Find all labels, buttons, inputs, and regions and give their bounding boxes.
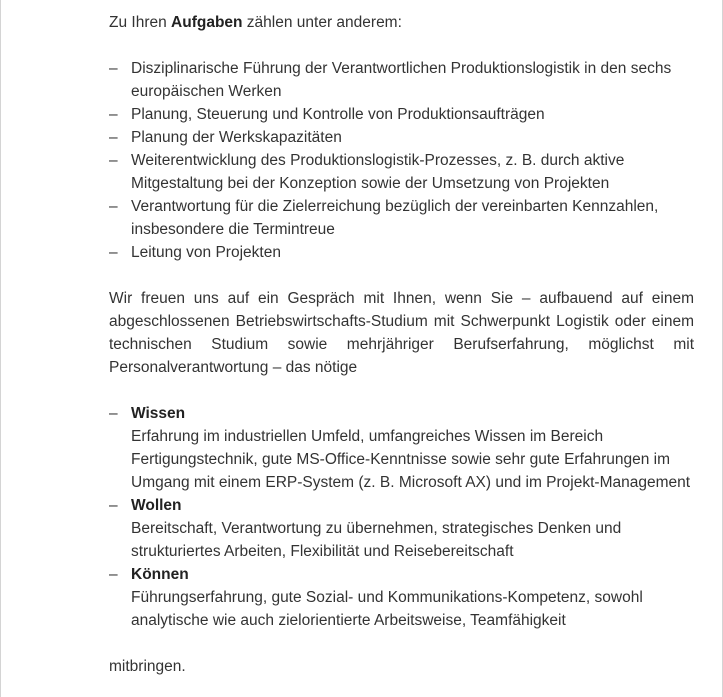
requirement-text: Erfahrung im industriellen Umfeld, umfangreiches Wissen im Bereich Fertigungstechnik, gute MS-Office-Kenntnisse sowie sehr gute Erfahrungen im Umgang mit einem ERP-System (z. B. Microsoft AX) und im Projekt-Management (131, 428, 691, 491)
job-description (109, 11, 694, 678)
requirements-intro: Wir freuen uns auf ein Gespräch mit Ihnen, wenn Sie – aufbauend auf einem abgeschlossenen Betriebswirtschafts-Studium mit Schwerpunkt Logistik oder einem technischen Studium sowie mehrjähriger Berufserfahrung, möglichst mit Personalverantwortung – das nötige (109, 290, 694, 376)
requirements-list (109, 402, 694, 632)
task-text: Leitung von Projekten (131, 244, 281, 261)
left-border (0, 0, 1, 697)
task-item (109, 57, 694, 103)
bullet-dash: – (109, 60, 118, 77)
bullet-dash: – (109, 198, 118, 215)
intro-bold: Aufgaben (171, 14, 243, 31)
task-item (109, 241, 694, 264)
task-text: Planung, Steuerung und Kontrolle von Produktionsaufträgen (131, 106, 545, 123)
closing-text: mitbringen. (109, 658, 186, 675)
requirement-title: Wollen (131, 497, 182, 514)
bullet-dash: – (109, 129, 118, 146)
bullet-dash: – (109, 497, 118, 514)
requirement-text: Führungserfahrung, gute Sozial- und Kommunikations-Kompetenz, sowohl analytische wie auch zielorientierte Arbeitsweise, Teamfähigkeit (131, 589, 643, 629)
intro-before: Zu Ihren (109, 14, 172, 31)
requirement-item (109, 402, 694, 494)
requirement-title: Wissen (131, 405, 186, 422)
requirement-title: Können (131, 566, 189, 583)
task-text: Weiterentwicklung des Produktionslogistik-Prozesses, z. B. durch aktive Mitgestaltung bei der Konzeption sowie der Umsetzung von Projekten (131, 152, 625, 192)
bullet-dash: – (109, 152, 118, 169)
bullet-dash: – (109, 405, 118, 422)
bullet-dash: – (109, 566, 118, 583)
task-list (109, 57, 694, 264)
intro-after: zählen unter anderem: (242, 14, 402, 31)
requirement-item (109, 563, 694, 632)
task-item (109, 195, 694, 241)
requirement-text: Bereitschaft, Verantwortung zu übernehmen, strategisches Denken und strukturiertes Arbeiten, Flexibilität und Reisebereitschaft (131, 520, 622, 560)
task-text: Planung der Werkskapazitäten (131, 129, 342, 146)
bullet-dash: – (109, 106, 118, 123)
task-text: Verantwortung für die Zielerreichung bezüglich der vereinbarten Kennzahlen, insbesondere die Termintreue (131, 198, 659, 238)
tasks-intro (109, 11, 694, 34)
task-item (109, 149, 694, 195)
task-item (109, 103, 694, 126)
bullet-dash: – (109, 244, 118, 261)
task-text: Disziplinarische Führung der Verantwortlichen Produktionslogistik in den sechs europäischen Werken (131, 60, 672, 100)
task-item (109, 126, 694, 149)
requirement-item (109, 494, 694, 563)
